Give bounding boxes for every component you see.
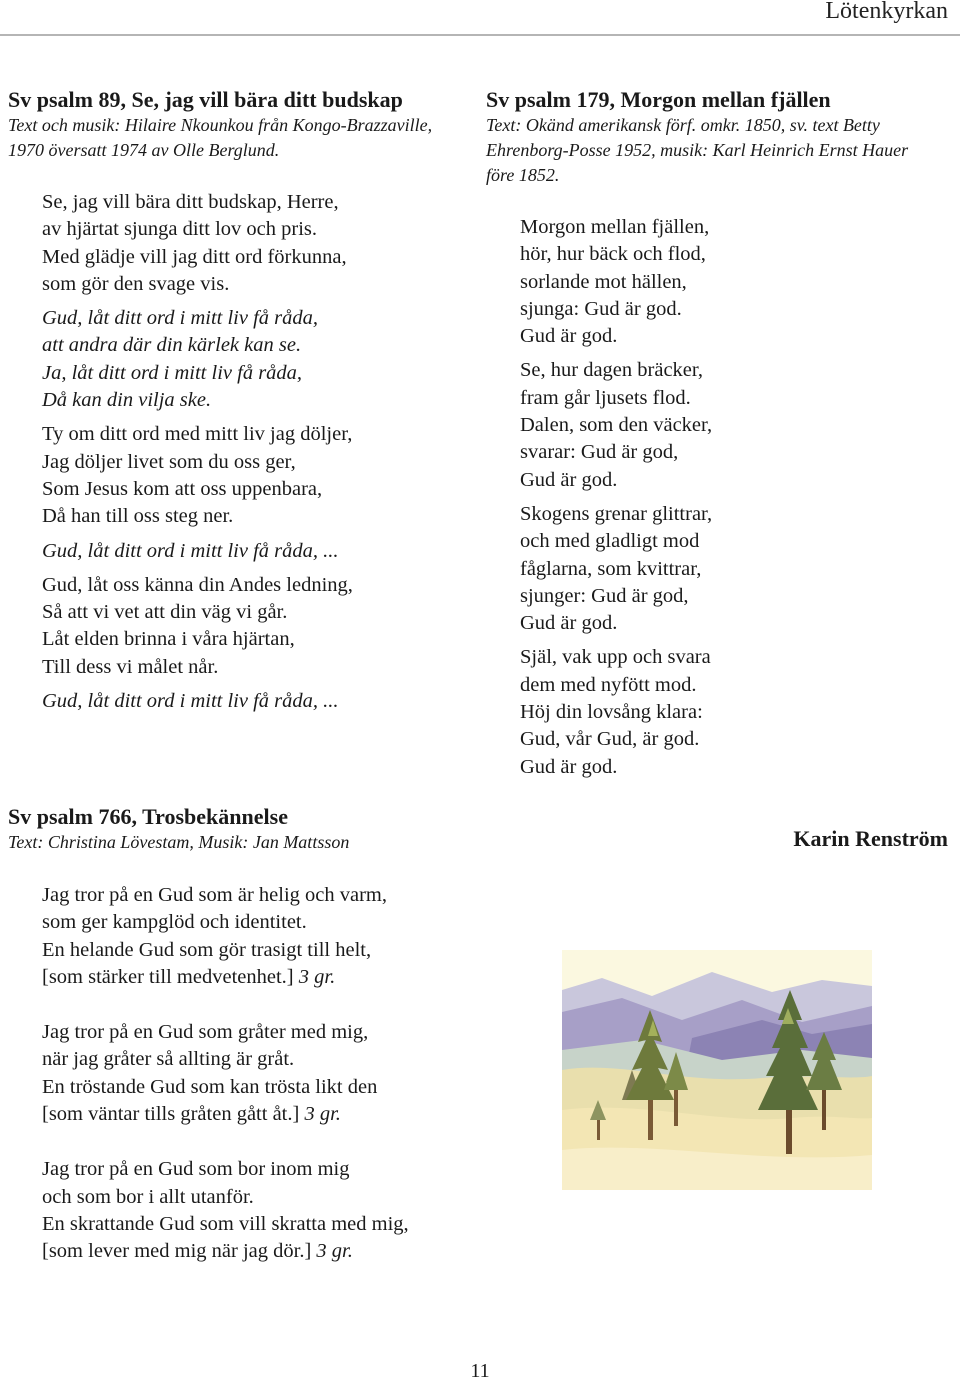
verse-line: Låt elden brinna i våra hjärtan, <box>42 628 295 651</box>
credit-line: Text: Okänd amerikansk förf. omkr. 1850, sv. text Betty <box>486 115 880 135</box>
verse-line: som gör den svage vis. <box>42 272 230 295</box>
verse-line: Ty om ditt ord med mitt liv jag döljer, <box>42 423 353 446</box>
verse-line: sjunger: Gud är god, <box>520 584 689 607</box>
verse-line-text: [som stärker till medvetenhet.] <box>42 965 294 988</box>
psalm-179-verse-3 <box>520 501 950 637</box>
psalm-766-verse-2 <box>42 1019 512 1128</box>
credit-line: Text och musik: Hilaire Nkounkou från Kongo-Brazzaville, <box>8 115 433 135</box>
verse-line: Jag döljer livet som du oss ger, <box>42 450 296 473</box>
psalm-179-verse-4 <box>520 644 950 780</box>
verse-line: Morgon mellan fjällen, <box>520 216 710 238</box>
psalm-179-title: Sv psalm 179, Morgon mellan fjällen <box>486 87 831 112</box>
psalm-89-verse-1 <box>42 189 482 298</box>
refrain-line: Gud, låt ditt ord i mitt liv få råda, <box>42 307 318 330</box>
psalm-766-title: Sv psalm 766, Trosbekännelse <box>8 804 288 829</box>
header-title: Lötenkyrkan <box>825 0 948 24</box>
verse-line: En tröstande Gud som kan trösta likt den <box>42 1075 378 1098</box>
verse-line: som ger kampglöd och identitet. <box>42 911 307 934</box>
verse-line: Jag tror på en Gud som är helig och varm, <box>42 884 387 906</box>
verse-line: sjunga: Gud är god. <box>520 297 682 320</box>
credit-line: Ehrenborg-Posse 1952, musik: Karl Heinrich Ernst Hauer <box>486 140 909 160</box>
repeat-mark: 3 gr. <box>304 1103 341 1126</box>
verse-line: Som Jesus kom att oss uppenbara, <box>42 477 323 500</box>
verse-line <box>42 1238 512 1265</box>
verse-line: Med glädje vill jag ditt ord förkunna, <box>42 245 347 268</box>
mountain-landscape-trees-illustration <box>562 950 872 1195</box>
psalm-89-refrain-short-2 <box>42 688 482 715</box>
header-divider <box>0 34 960 36</box>
verse-line: Se, hur dagen bräcker, <box>520 359 704 382</box>
psalm-89-credit <box>8 113 478 163</box>
psalm-89-title: Sv psalm 89, Se, jag vill bära ditt budskap <box>8 87 403 112</box>
refrain-line: Gud, låt ditt ord i mitt liv få råda, ... <box>42 690 339 713</box>
verse-line: Jag tror på en Gud som gråter med mig, <box>42 1021 369 1044</box>
credit-line: 1970 översatt 1974 av Olle Berglund. <box>8 140 280 160</box>
repeat-mark: 3 gr. <box>298 965 336 988</box>
verse-line: sorlande mot hällen, <box>520 270 687 293</box>
verse-line: fåglarna, som kvittrar, <box>520 557 702 580</box>
verse-line: Själ, vak upp och svara <box>520 646 711 669</box>
verse-line: Till dess vi målet når. <box>42 655 219 678</box>
verse-line <box>42 964 512 991</box>
refrain-line: att andra där din kärlek kan se. <box>42 334 302 357</box>
verse-line: Dalen, som den väcker, <box>520 414 713 437</box>
verse-line: En helande Gud som gör trasigt till helt, <box>42 938 372 961</box>
refrain-line: Gud, låt ditt ord i mitt liv få råda, ... <box>42 539 339 562</box>
repeat-mark: 3 gr. <box>316 1240 353 1263</box>
verse-line: och som bor i allt utanför. <box>42 1185 254 1208</box>
verse-line: dem med nyfött mod. <box>520 673 697 696</box>
psalm-179-text <box>520 214 950 781</box>
psalm-89-section <box>8 86 478 163</box>
verse-line-text: [som lever med mig när jag dör.] <box>42 1240 312 1263</box>
verse-line: Gud är god. <box>520 325 618 348</box>
psalm-89-text <box>42 189 482 715</box>
verse-line <box>42 1101 512 1128</box>
psalm-766-section <box>8 803 478 855</box>
verse-line: En skrattande Gud som vill skratta med mig, <box>42 1212 409 1235</box>
page-number: 11 <box>470 1360 490 1382</box>
psalm-89-verse-3 <box>42 572 482 681</box>
verse-line: Gud är god. <box>520 612 618 635</box>
psalm-766-text <box>42 882 512 1266</box>
verse-line: svarar: Gud är god, <box>520 441 679 464</box>
psalm-89-refrain <box>42 305 482 414</box>
psalm-766-credit <box>8 830 478 855</box>
verse-line-text: [som väntar tills gråten gått åt.] <box>42 1103 300 1126</box>
psalm-766-verse-3 <box>42 1156 512 1265</box>
verse-line: hör, hur bäck och flod, <box>520 243 706 266</box>
author-name: Karin Renström <box>793 826 948 851</box>
refrain-line: Då kan din vilja ske. <box>42 389 212 412</box>
credit-line: Text: Christina Lövestam, Musik: Jan Mattsson <box>8 832 350 852</box>
verse-line: Skogens grenar glittrar, <box>520 502 713 525</box>
verse-line: Gud, vår Gud, är god. <box>520 728 700 751</box>
credit-line: före 1852. <box>486 165 560 185</box>
psalm-179-credit <box>486 113 956 188</box>
psalm-766-verse-1 <box>42 882 512 991</box>
verse-line: Gud, låt oss känna din Andes ledning, <box>42 573 353 596</box>
psalm-89-refrain-short-1 <box>42 538 482 565</box>
verse-line: när jag gråter så allting är gråt. <box>42 1048 295 1071</box>
psalm-179-verse-1 <box>520 214 950 350</box>
psalm-89-verse-2 <box>42 421 482 530</box>
verse-line: Höj din lovsång klara: <box>520 701 703 724</box>
verse-line: Gud är god. <box>520 755 618 778</box>
psalm-179-section <box>486 86 956 188</box>
verse-line: Jag tror på en Gud som bor inom mig <box>42 1158 350 1181</box>
verse-line: och med gladligt mod <box>520 530 700 553</box>
psalm-179-verse-2 <box>520 357 950 493</box>
verse-line: fram går ljusets flod. <box>520 386 691 409</box>
refrain-line: Ja, låt ditt ord i mitt liv få råda, <box>42 361 303 384</box>
verse-line: Se, jag vill bära ditt budskap, Herre, <box>42 191 339 213</box>
verse-line: Så att vi vet att din väg vi går. <box>42 601 288 624</box>
verse-line: Då han till oss steg ner. <box>42 505 234 528</box>
verse-line: av hjärtat sjunga ditt lov och pris. <box>42 218 317 241</box>
verse-line: Gud är god. <box>520 468 618 491</box>
